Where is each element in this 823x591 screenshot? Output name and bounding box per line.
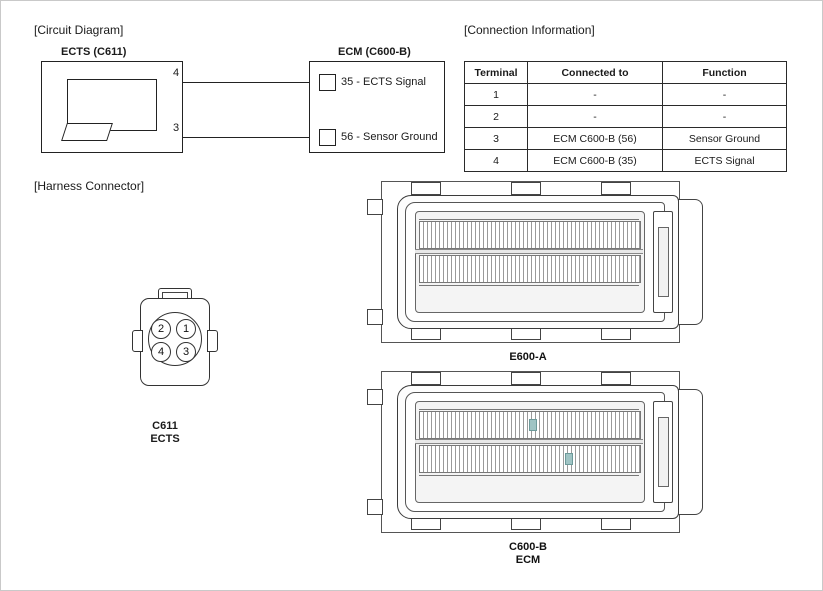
ecu-tab-left-bottom [367,309,383,325]
cell-function: - [663,106,787,128]
cell-terminal: 3 [465,128,528,150]
ecu-rail-line-bottom [419,475,639,476]
ecu-tab-left-top [367,389,383,405]
table-row [465,106,787,128]
ecu-e600a-caption: E600-A [509,351,547,363]
cell-connected-to: - [528,84,663,106]
ecu-rail-line-top [419,409,639,410]
cell-connected-to: ECM C600-B (35) [528,150,663,172]
connector-pin-4: 4 [151,342,171,362]
cell-function: - [663,84,787,106]
wire-label-4: 4 [173,67,180,79]
ecu-connector-c600b [353,371,703,531]
ecu-side-block-inner [658,227,669,297]
cell-terminal: 4 [465,150,528,172]
cell-function: Sensor Ground [663,128,787,150]
connection-information-section-label: [Connection Information] [464,23,595,37]
cell-terminal: 1 [465,84,528,106]
connector-pin-3: 3 [176,342,196,362]
ecu-end-cap [678,199,703,325]
ecu-tab-top-right [601,182,631,195]
ecu-pin-row-lower [419,255,641,283]
ecu-tab-top-mid [511,372,541,385]
ecu-c600b-caption: C600-B [509,541,547,553]
column-header-terminal: Terminal [465,62,528,84]
ecu-rail-line-bottom [419,285,639,286]
thermistor-symbol [61,123,113,141]
connector-ear-right [207,330,218,352]
connection-information-table [464,61,787,172]
cell-function: ECTS Signal [663,150,787,172]
cell-connected-to: ECM C600-B (56) [528,128,663,150]
ecu-c600b-subcaption: ECM [515,554,541,566]
cell-connected-to: - [528,106,663,128]
connector-pin-1: 1 [176,319,196,339]
c611-subcaption: ECTS [150,433,180,445]
ecu-side-block-inner [658,417,669,487]
connector-ear-left [132,330,143,352]
ecm-pin-56-box [319,129,336,146]
wire-terminal-3 [183,137,309,138]
connector-pin-2: 2 [151,319,171,339]
c611-caption: C611 [152,420,178,432]
circuit-diagram-section-label: [Circuit Diagram] [34,23,124,37]
c611-connector-illustration [132,286,216,396]
ecu-tab-left-bottom [367,499,383,515]
ecu-pin-row-upper [419,221,641,249]
highlighted-pin-56 [565,453,573,465]
ecm-component-label: ECM (C600-B) [338,46,411,58]
ecu-rail-line-top [419,219,639,220]
column-header-function: Function [663,62,787,84]
ecm-pin-56-label: 56 - Sensor Ground [341,131,438,143]
ecu-end-cap [678,389,703,515]
wire-label-3: 3 [173,122,180,134]
wire-terminal-4 [183,82,309,83]
ecu-tab-top-mid [511,182,541,195]
table-row [465,84,787,106]
ecu-divider-bar [415,439,643,444]
table-row [465,150,787,172]
table-row [465,128,787,150]
ecu-pin-row-lower [419,445,641,473]
table-header-row [465,62,787,84]
ects-component-label: ECTS (C611) [61,46,127,58]
harness-connector-section-label: [Harness Connector] [34,179,145,193]
column-header-connected-to: Connected to [528,62,663,84]
ecm-pin-35-box [319,74,336,91]
ecu-tab-left-top [367,199,383,215]
ecu-tab-top-left [411,372,441,385]
ecu-tab-top-left [411,182,441,195]
ecu-tab-top-right [601,372,631,385]
ecu-divider-bar [415,249,643,254]
ecu-connector-e600a [353,181,703,341]
ecm-pin-35-label: 35 - ECTS Signal [341,76,426,88]
cell-terminal: 2 [465,106,528,128]
highlighted-pin-35 [529,419,537,431]
